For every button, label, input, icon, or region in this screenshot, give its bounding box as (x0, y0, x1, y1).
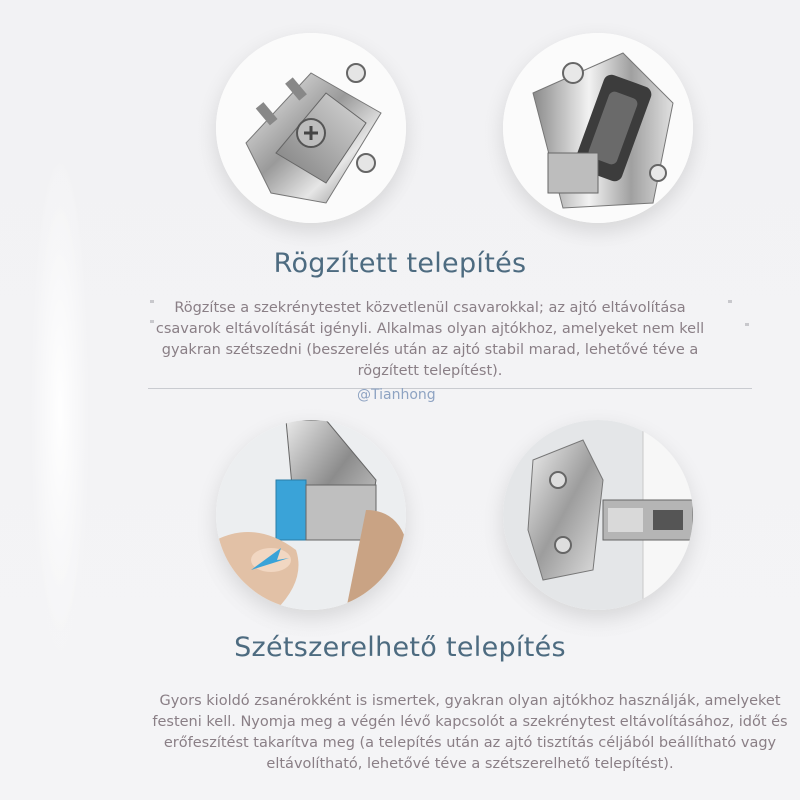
section-description-removable: Gyors kioldó zsanérokként is ismertek, gyakran olyan ajtókhoz használják, amelyeket festeni kell. Nyomja meg a végén lévő kapcsolót a szekrénytest eltávolításához, időt és erőfeszítést takarítva meg (a telepítés után az ajtó tisztítás céljából beállítható vagy eltávolítható, lehetővé téve a szétszerelhető telepítést). (152, 693, 788, 772)
watermark: @Tianhong (357, 387, 436, 403)
hinge-screw-plate-image (216, 33, 406, 223)
hinge-cup-image (503, 33, 693, 223)
section-description-fixed: Rögzítse a szekrénytestet közvetlenül csavarokkal; az ajtó eltávolítása csavarok eltávolítását igényli. Alkalmas olyan ajtókhoz, amelyeket nem kell gyakran szétszedni (beszerelés után az ajtó stabil marad, lehetővé téve a rögzített telepítést). (155, 300, 705, 379)
section-divider (148, 388, 752, 389)
quick-release-press-image (216, 420, 406, 610)
speck (150, 300, 154, 303)
speck (728, 300, 732, 303)
speck (745, 323, 749, 326)
section-title-fixed: Rögzített telepítés (273, 248, 527, 279)
background-glow (30, 150, 90, 670)
hinge-mounted-on-cabinet-image (503, 420, 693, 610)
speck (150, 320, 154, 323)
section-title-removable: Szétszerelhető telepítés (234, 632, 566, 663)
